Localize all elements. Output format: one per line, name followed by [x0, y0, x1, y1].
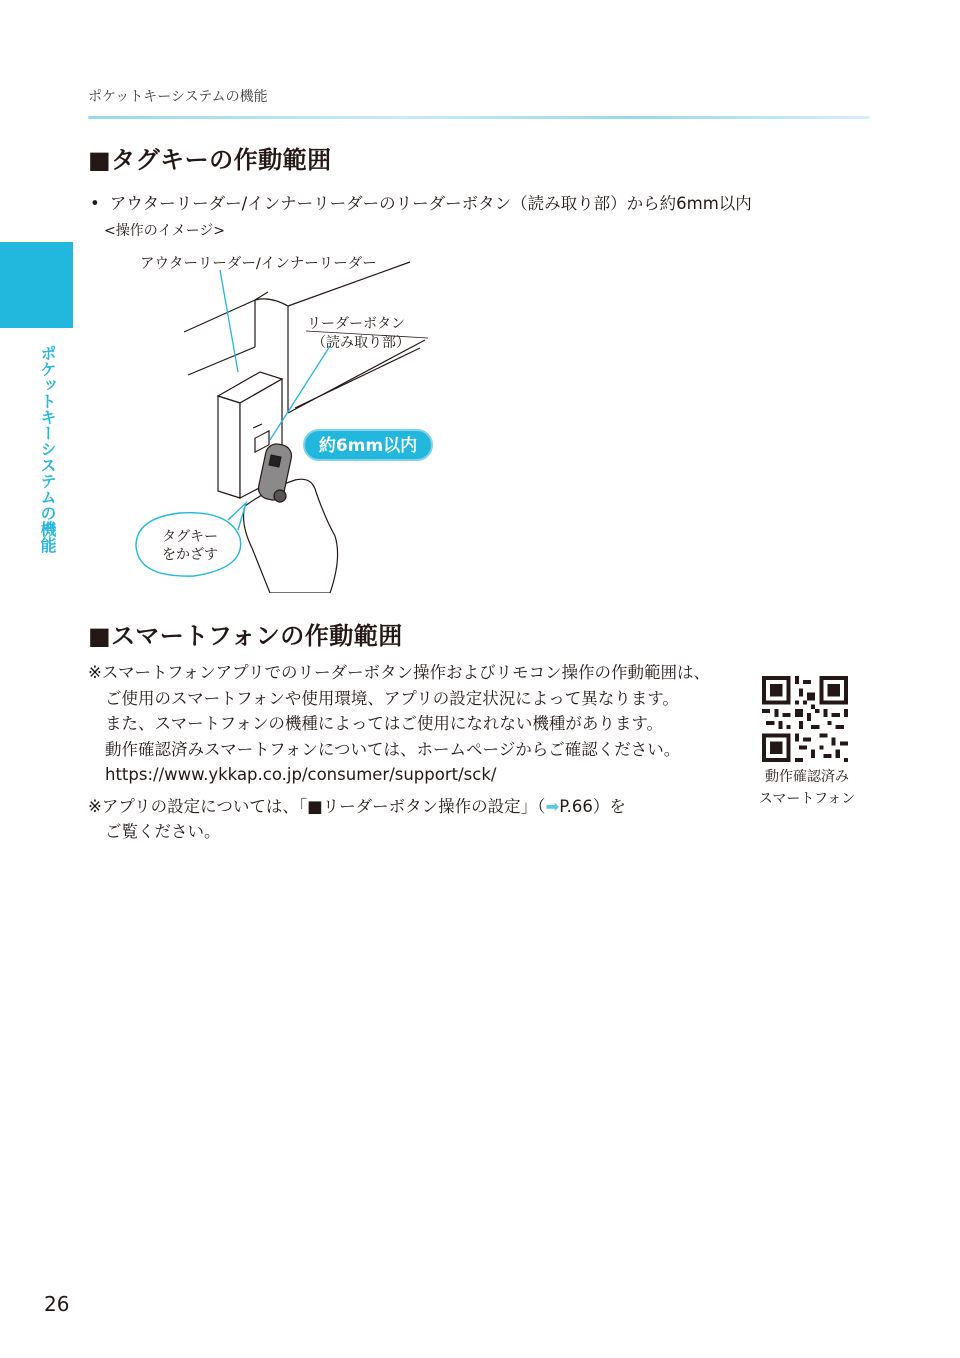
note-line: ※スマートフォンアプリでのリーダーボタン操作およびリモコン操作の作動範囲は、: [88, 663, 711, 682]
page-number: 26: [44, 1292, 70, 1316]
arrow-right-icon: ➡: [545, 796, 560, 816]
side-tab-label: ポケットキーシステムの機能: [38, 345, 57, 553]
qr-code[interactable]: [762, 676, 848, 762]
bubble-line-1: タグキー: [162, 529, 218, 545]
section-title-tagkey: ■タグキーの作動範囲: [88, 146, 332, 174]
image-note: <操作のイメージ>: [104, 223, 226, 239]
note-line: 動作確認済みスマートフォンについては、ホームページからご確認ください。: [105, 739, 681, 759]
button-label-1: リーダーボタン: [307, 316, 405, 332]
note-line: ご使用のスマートフォンや使用環境、アプリの設定状況によって異なります。: [105, 688, 679, 708]
header-rule: [88, 116, 870, 119]
running-header: ポケットキーシステムの機能: [88, 89, 268, 105]
side-tab: [0, 242, 73, 328]
qr-caption-line: 動作確認済み: [765, 769, 849, 785]
bullet-text: アウターリーダー/インナーリーダーのリーダーボタン（読み取り部）から約6mm以内: [109, 194, 752, 213]
note-text: ※アプリの設定については、「■リーダーボタン操作の設定」（: [88, 796, 546, 816]
reader-label: アウターリーダー/インナーリーダー: [140, 256, 377, 272]
page-reference-link[interactable]: P.66）を: [559, 796, 626, 816]
qr-caption-line: スマートフォン: [758, 791, 856, 807]
bullet-item: [90, 190, 752, 214]
range-badge: 約6mm以内: [318, 436, 418, 456]
button-label-2: （読み取り部）: [312, 335, 410, 351]
smartphone-notes: [88, 660, 710, 845]
section-title-smartphone: ■スマートフォンの作動範囲: [88, 622, 403, 650]
note-line-settings: [88, 794, 710, 820]
url-link[interactable]: https://www.ykkap.co.jp/consumer/support/sck/: [105, 765, 497, 784]
qr-caption: [748, 766, 866, 810]
bullet-dot: •: [90, 194, 100, 213]
bubble-line-2: をかざす: [162, 547, 218, 563]
note-line: ご覧ください。: [105, 822, 221, 841]
note-line: また、スマートフォンの機種によってはご使用になれない機種があります。: [105, 714, 664, 733]
tagkey-illustration: [120, 248, 460, 593]
